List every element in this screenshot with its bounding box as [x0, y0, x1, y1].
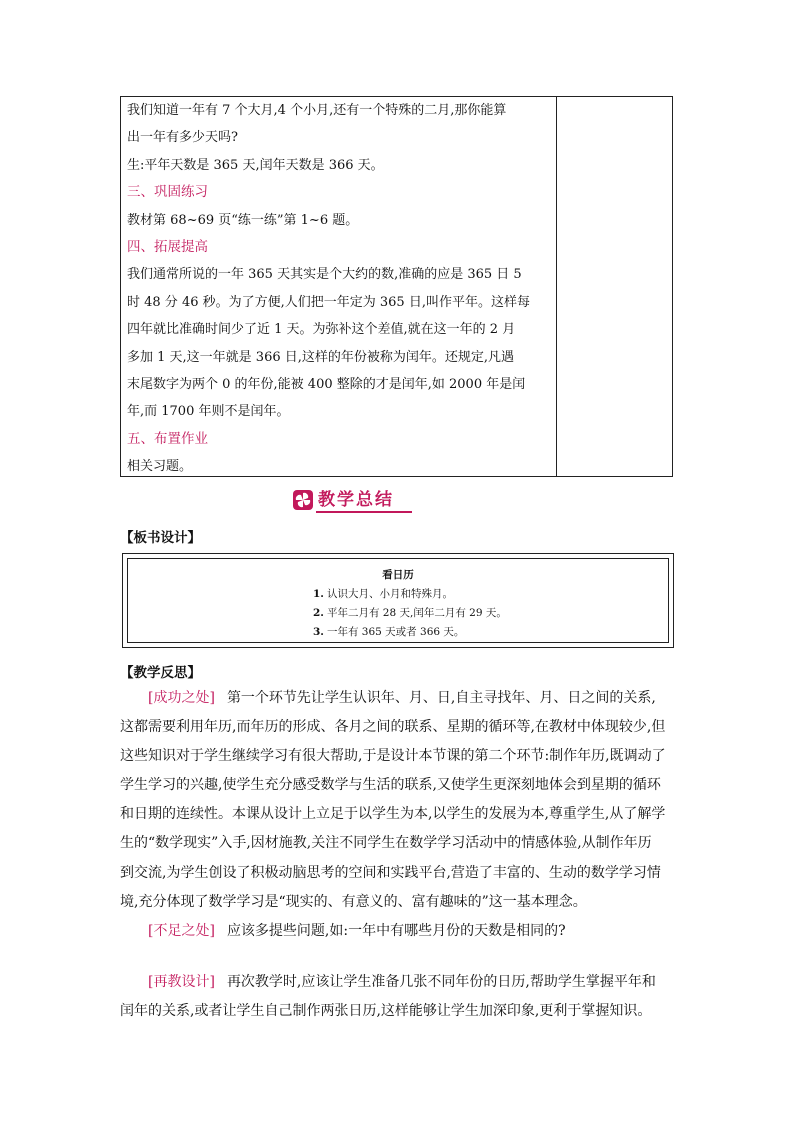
lesson-table: [120, 96, 673, 477]
board-title: 看日历: [382, 569, 414, 581]
lesson-line: 末尾数字为两个 0 的年份,能被 400 整除的才是闰年,如 2000 年是闰: [127, 376, 526, 392]
paragraph-text: 应该多提些问题,如:一年中有哪些月份的天数是相同的?: [226, 923, 566, 939]
lesson-line: 我们通常所说的一年 365 天其实是个大约的数,准确的应是 365 日 5: [127, 267, 522, 283]
paragraph-line: 闰年的关系,或者让学生自己制作两张日历,这样能够让学生加深印象,更利于掌握知识。: [120, 1003, 652, 1020]
paragraph-text: 再次教学时,应该让学生准备几张不同年份的日历,帮助学生掌握平年和: [226, 974, 656, 990]
lesson-line: 四年就比准确时间少了近 1 天。为弥补这个差值,就在这一年的 2 月: [127, 322, 516, 338]
lesson-content: [127, 97, 551, 480]
reflection-redesign: [120, 968, 680, 1026]
board-item-text: 认识大月、小月和特殊月。: [326, 588, 453, 600]
paragraph-line: [120, 968, 680, 997]
lesson-line: 出一年有多少天吗?: [127, 130, 238, 146]
pinwheel-icon: [293, 490, 313, 510]
shortcoming-tag: [不足之处]: [148, 923, 215, 939]
banner-title: 教学总结: [318, 490, 394, 510]
board-item-number: 1.: [313, 588, 324, 600]
board-design-box: [122, 553, 674, 648]
lesson-line: 我们知道一年有 7 个大月,4 个小月,还有一个特殊的二月,那你能算: [127, 103, 507, 118]
board-item: [313, 586, 453, 601]
board-item-text: 一年有 365 天或者 366 天。: [326, 626, 465, 638]
board-design-label: 【板书设计】: [120, 530, 201, 546]
section-heading: 四、拓展提高: [127, 238, 208, 255]
paragraph-line: 学生学习的兴趣,使学生充分感受数学与生活的联系,又使学生更深刻地体会到星期的循环: [120, 777, 661, 794]
reflection-label: 【教学反思】: [120, 665, 201, 681]
board-inner-frame: [127, 558, 669, 643]
paragraph-line: 这都需要利用年历,而年历的形成、各月之间的联系、星期的循环等,在教材中体现较少,但: [120, 719, 666, 736]
lesson-line: 多加 1 天,这一年就是 366 日,这样的年份被称为闰年。还规定,凡遇: [127, 349, 515, 365]
lesson-line: 教材第 68~69 页“练一练”第 1~6 题。: [127, 212, 359, 228]
teaching-summary-banner: [290, 487, 412, 513]
section-heading: 三、巩固练习: [127, 184, 208, 201]
lesson-line: 相关习题。: [127, 459, 193, 475]
board-item-number: 2.: [313, 607, 324, 619]
board-item: [313, 605, 507, 620]
lesson-line: 时 48 分 46 秒。为了方便,人们把一年定为 365 日,叫作平年。这样每: [127, 294, 530, 310]
lesson-line: 年,而 1700 年则不是闰年。: [127, 404, 290, 420]
lesson-line: 生:平年天数是 365 天,闰年天数是 366 天。: [127, 157, 384, 173]
paragraph-line: 和日期的连续性。本课从设计上立足于以学生为本,以学生的发展为本,尊重学生,从了解学: [120, 806, 666, 823]
paragraph-line: 境,充分体现了数学学习是“现实的、有意义的、富有趣味的”这一基本理念。: [120, 893, 587, 910]
success-tag: [成功之处]: [148, 690, 215, 706]
board-item-text: 平年二月有 28 天,闰年二月有 29 天。: [326, 607, 507, 619]
banner-underline: [316, 511, 412, 513]
board-item: [313, 624, 464, 639]
paragraph-text: 第一个环节先让学生认识年、月、日,自主寻找年、月、日之间的关系,: [226, 690, 656, 706]
table-column-divider: [556, 97, 557, 476]
redesign-tag: [再教设计]: [148, 974, 215, 990]
section-heading: 五、布置作业: [127, 430, 208, 447]
board-item-number: 3.: [313, 626, 324, 638]
reflection-success: [120, 684, 680, 917]
reflection-shortcoming: [120, 917, 680, 946]
paragraph-line: 这些知识对于学生继续学习有很大帮助,于是设计本节课的第二个环节:制作年历,既调动了: [120, 748, 666, 765]
paragraph-line: [120, 684, 680, 713]
paragraph-line: 生的“数学现实”入手,因材施教,关注不同学生在数学学习活动中的情感体验,从制作年历: [120, 835, 652, 852]
paragraph-line: [120, 917, 680, 946]
paragraph-line: 到交流,为学生创设了积极动脑思考的空间和实践平台,营造了丰富的、生动的数学学习情: [120, 864, 661, 881]
